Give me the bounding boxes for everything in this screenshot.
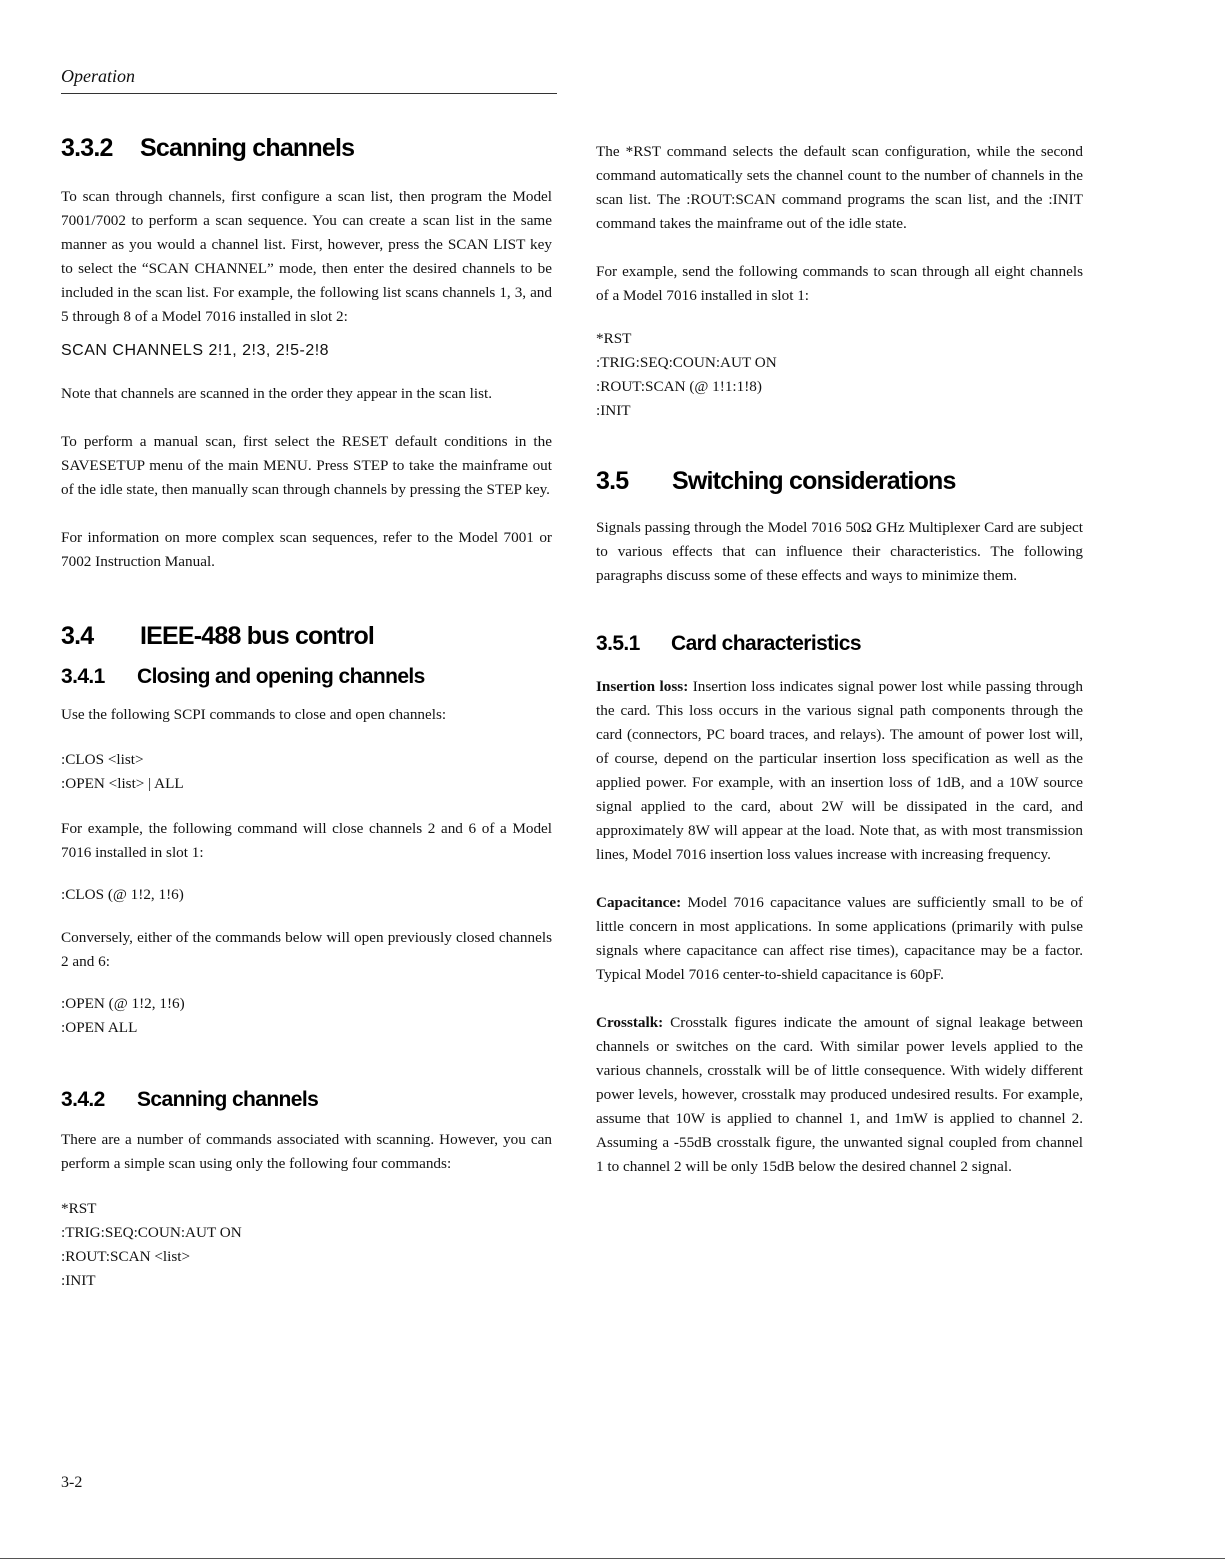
insertion-loss-paragraph — [596, 675, 1083, 867]
section-heading-3-4-1 — [61, 665, 552, 689]
section-title: IEEE-488 bus control — [140, 622, 375, 650]
term-label: Insertion loss: — [596, 678, 689, 695]
left-column — [61, 134, 552, 1293]
section-number: 3.4 — [61, 622, 94, 650]
section-number: 3.4.1 — [61, 665, 105, 688]
capacitance-paragraph — [596, 891, 1083, 987]
section-title: Scanning channels — [140, 134, 355, 162]
page-number: 3-2 — [61, 1474, 83, 1491]
section-title: Switching considerations — [672, 467, 956, 495]
paragraph: To scan through channels, first configure a scan list, then program the Model 7001/7002 to perform a scan sequence. You can create a scan list in the same manner as you would a channel list. First, however, press the SCAN LIST key to select the “SCAN CHANNEL” mode, then enter the desired channels to be included in the scan list. For example, the following list scans channels 1, 3, and 5 through 8 of a Model 7016 installed in slot 2: — [61, 188, 552, 325]
paragraph: The *RST command selects the default scan configuration, while the second command automatically sets the channel count to the number of channels in the scan list. The :ROUT:SCAN command programs the scan list, and the :INIT command takes the mainframe out of the idle state. — [596, 143, 1083, 232]
command-line: :INIT — [61, 1272, 96, 1289]
section-heading-3-4 — [61, 622, 552, 651]
command-line: *RST — [61, 1200, 97, 1217]
right-column — [596, 140, 1083, 1179]
section-title: Scanning channels — [137, 1088, 319, 1111]
paragraph: Signals passing through the Model 7016 50Ω GHz Multiplexer Card are subject to various effects that can influence their characteristics. The following paragraphs discuss some of these effects and ways to minimize them. — [596, 519, 1083, 584]
bottom-rule — [0, 1558, 1225, 1559]
section-title: Card characteristics — [671, 632, 861, 655]
running-head: Operation — [61, 66, 135, 86]
paragraph-text: Insertion loss indicates signal power lost while passing through the card. This loss occurs in the various signal path components through the card (connectors, PC board traces, and relays). The amount of power lost will, of course, depend on the particular insertion loss specification as well as the applied power. For example, with an insertion loss of 1dB, and a 10W source signal applied to the card, about 2W will be dissipated in the card, and approximately 8W will appear at the load. Note that, as with most transmission lines, Model 7016 insertion loss values increase with increasing frequency. — [596, 678, 1083, 863]
scan-list-example: SCAN CHANNELS 2!1, 2!3, 2!5-2!8 — [61, 342, 330, 359]
command-line: *RST — [596, 330, 632, 347]
section-heading-3-5-1 — [596, 632, 1083, 656]
crosstalk-paragraph — [596, 1011, 1083, 1179]
paragraph: To perform a manual scan, first select the RESET default conditions in the SAVESETUP menu of the main MENU. Press STEP to take the mainframe out of the idle state, then manually scan through channels by pressing the STEP key. — [61, 433, 552, 498]
command-line: :OPEN <list> | ALL — [61, 775, 184, 792]
command-line: :TRIG:SEQ:COUN:AUT ON — [596, 354, 777, 371]
section-heading-3-4-2 — [61, 1088, 552, 1112]
paragraph: Use the following SCPI commands to close and open channels: — [61, 706, 447, 723]
paragraph: There are a number of commands associated with scanning. However, you can perform a simple scan using only the following four commands: — [61, 1131, 552, 1172]
command-line: :CLOS (@ 1!2, 1!6) — [61, 886, 184, 903]
paragraph: Note that channels are scanned in the order they appear in the scan list. — [61, 385, 492, 402]
paragraph-text: Model 7016 capacitance values are sufficiently small to be of little concern in most applications. In some applications (primarily with pulse signals where capacitance can affect rise times), capacitance may be a factor. Typical Model 7016 center-to-shield capacitance is 60pF. — [596, 894, 1083, 983]
section-number: 3.5.1 — [596, 632, 640, 655]
section-number: 3.3.2 — [61, 134, 113, 162]
section-number: 3.4.2 — [61, 1088, 105, 1111]
paragraph-text: Crosstalk figures indicate the amount of signal leakage between channels or switches on the card. With similar power levels applied to the various channels, crosstalk will be of little consequence. With widely different power levels, however, crosstalk may produced undesired results. For example, assume that 10W is applied to channel 1, and 1mW is applied to channel 2. Assuming a -55dB crosstalk figure, the unwanted signal coupled from channel 1 to channel 2 will be only 15dB below the desired channel 2 signal. — [596, 1014, 1083, 1175]
command-line: :INIT — [596, 402, 631, 419]
paragraph: Conversely, either of the commands below will open previously closed channels 2 and 6: — [61, 929, 552, 970]
term-label: Crosstalk: — [596, 1014, 664, 1031]
section-number: 3.5 — [596, 467, 629, 495]
section-heading-3-5 — [596, 467, 1083, 496]
header-rule — [61, 93, 557, 94]
command-line: :ROUT:SCAN (@ 1!1:1!8) — [596, 378, 762, 395]
term-label: Capacitance: — [596, 894, 682, 911]
command-line: :OPEN ALL — [61, 1019, 138, 1036]
paragraph: For example, the following command will close channels 2 and 6 of a Model 7016 installed in slot 1: — [61, 820, 552, 861]
command-line: :ROUT:SCAN <list> — [61, 1248, 191, 1265]
command-line: :CLOS <list> — [61, 751, 144, 768]
paragraph: For example, send the following commands to scan through all eight channels of a Model 7016 installed in slot 1: — [596, 263, 1083, 304]
command-line: :OPEN (@ 1!2, 1!6) — [61, 995, 185, 1012]
command-line: :TRIG:SEQ:COUN:AUT ON — [61, 1224, 242, 1241]
paragraph: For information on more complex scan sequences, refer to the Model 7001 or 7002 Instruction Manual. — [61, 529, 552, 570]
section-title: Closing and opening channels — [137, 665, 425, 688]
section-heading-3-3-2 — [61, 134, 552, 163]
